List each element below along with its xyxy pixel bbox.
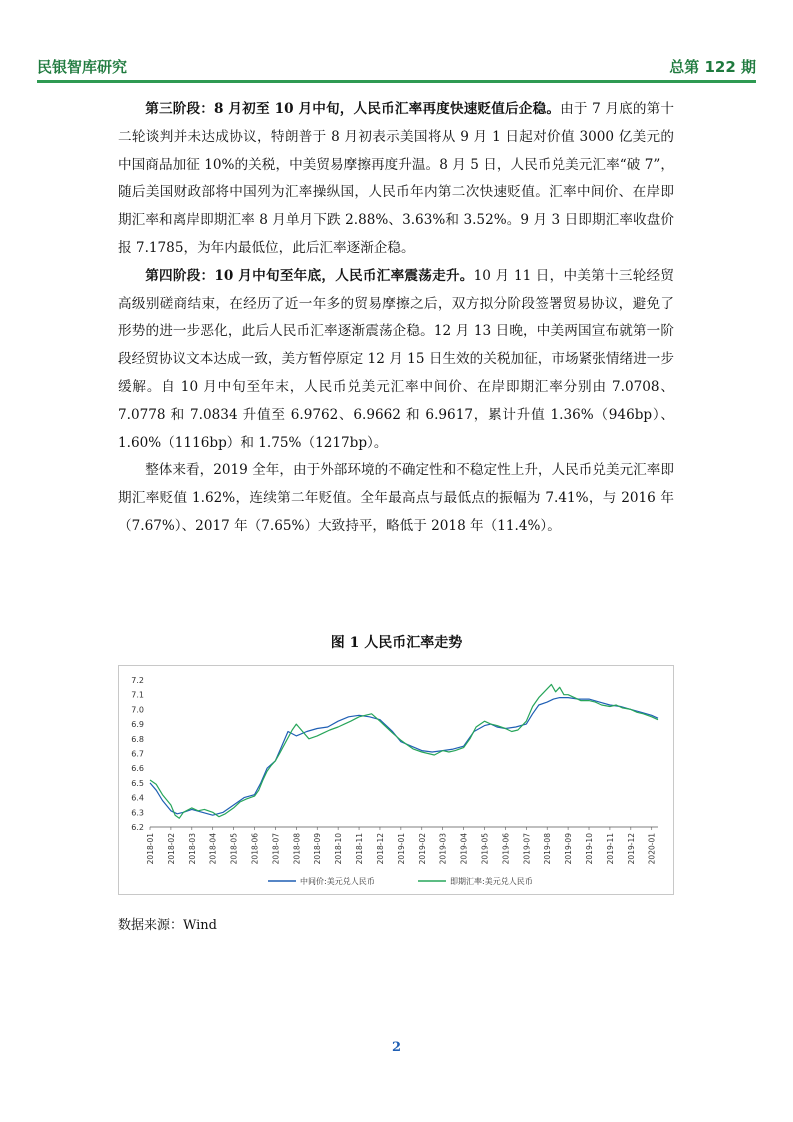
y-tick-label: 6.8 xyxy=(131,734,144,744)
x-tick-label: 2019-11 xyxy=(605,833,615,865)
y-tick-label: 6.6 xyxy=(131,764,144,774)
series-line-midrate xyxy=(150,698,658,816)
x-tick-label: 2018-10 xyxy=(334,833,344,865)
chart-canvas xyxy=(118,665,674,895)
x-tick-label: 2018-09 xyxy=(313,833,323,865)
y-tick-label: 6.5 xyxy=(131,778,144,788)
x-tick-label: 2018-04 xyxy=(208,833,218,865)
x-tick-label: 2019-02 xyxy=(417,833,427,865)
y-tick-label: 6.7 xyxy=(131,749,144,759)
y-tick-label: 6.4 xyxy=(131,793,144,803)
x-tick-label: 2018-08 xyxy=(292,833,302,865)
x-tick-label: 2019-06 xyxy=(501,833,511,865)
x-tick-label: 2018-06 xyxy=(250,833,260,865)
page-number: 2 xyxy=(391,1040,402,1055)
y-tick-label: 7.0 xyxy=(131,705,144,715)
paragraph-summary xyxy=(118,457,674,540)
x-tick-label: 2018-02 xyxy=(166,833,176,865)
x-tick-label: 2019-04 xyxy=(459,833,469,865)
paragraph-heading: 第四阶段：10 月中旬至年底，人民币汇率震荡走升。 xyxy=(145,267,474,284)
data-source: 数据来源：Wind xyxy=(118,918,217,933)
paragraph-text: 整体来看，2019 全年，由于外部环境的不确定性和不稳定性上升，人民币兑美元汇率即期汇率贬值 1.62%，连续第二年贬值。全年最高点与最低点的振幅为 7.41%，与 2016 年（7.67%）、2017 年（7.65%）大致持平，略低于 2018 年（11.4%）。 xyxy=(118,462,674,534)
y-tick-label: 6.3 xyxy=(131,808,144,818)
x-tick-label: 2018-07 xyxy=(271,833,281,865)
x-tick-label: 2019-12 xyxy=(626,833,636,865)
paragraph-stage-four xyxy=(118,263,674,458)
x-tick-label: 2019-03 xyxy=(438,833,448,865)
paragraph-text: 10 月 11 日，中美第十三轮经贸高级别磋商结束，在经历了近一年多的贸易摩擦之后，双方拟分阶段签署贸易协议，避免了形势的进一步恶化，此后人民币汇率逐渐震荡企稳。12 月 13 日晚，中美两国宣布就第一阶段经贸协议文本达成一致，美方暂停原定 12 月 15 日生效的关税加征，市场紧张情绪进一步缓解。自 10 月中旬至年末，人民币兑美元汇率中间价、在岸即期汇率分别由 7.0708、7.0778 和 7.0834 升值至 6.9762、6.9662 和 6.9617，累计升值 1.36%（946bp）、1.60%（1116bp）和 1.75%（1217bp）。 xyxy=(118,267,674,451)
issue-number: 总第 122 期 xyxy=(669,58,756,76)
x-tick-label: 2019-08 xyxy=(543,833,553,865)
paragraph-heading: 第三阶段：8 月初至 10 月中旬，人民币汇率再度快速贬值后企稳。 xyxy=(145,101,561,117)
paragraph-text: 由于 7 月底的第十二轮谈判并未达成协议，特朗普于 8 月初表示美国将从 9 月 1 日起对价值 3000 亿美元的中国商品加征 10%的关税，中美贸易摩擦再度升温。8 月 5 日，人民币兑美元汇率“破 7”，随后美国财政部将中国列为汇率操纵国，人民币年内第二次快速贬值。汇率中间价、在岸即期汇率和离岸即期汇率 8 月单月下跌 2.88%、3.63%和 3.52%。9 月 3 日即期汇率收盘价报 7.1785，为年内最低位，此后汇率逐渐企稳。 xyxy=(118,101,674,256)
exchange-rate-chart xyxy=(118,665,674,895)
x-tick-label: 2019-07 xyxy=(522,833,532,865)
article-body xyxy=(118,96,674,541)
x-tick-label: 2019-05 xyxy=(480,833,490,865)
header-divider xyxy=(37,80,756,83)
x-tick-label: 2018-12 xyxy=(375,833,385,865)
x-tick-label: 2018-11 xyxy=(355,833,365,865)
header-title: 民银智库研究 xyxy=(37,58,128,76)
legend-label-midrate: 中间价:美元兑人民币 xyxy=(300,877,375,886)
x-tick-label: 2018-05 xyxy=(229,833,239,865)
y-tick-label: 6.2 xyxy=(131,823,144,832)
x-tick-label: 2019-10 xyxy=(585,833,595,865)
y-tick-label: 7.2 xyxy=(131,676,144,685)
x-tick-label: 2018-03 xyxy=(187,833,197,865)
figure-title: 图 1 人民币汇率走势 xyxy=(330,635,463,651)
y-tick-label: 7.1 xyxy=(131,690,144,700)
y-tick-label: 6.9 xyxy=(131,720,144,730)
x-tick-label: 2020-01 xyxy=(647,833,657,865)
x-tick-label: 2019-09 xyxy=(564,833,574,865)
paragraph-stage-three xyxy=(118,96,674,263)
series-line-spot xyxy=(150,684,658,818)
x-tick-label: 2019-01 xyxy=(396,833,406,865)
legend-label-spot: 即期汇率:美元兑人民币 xyxy=(450,877,533,886)
x-tick-label: 2018-01 xyxy=(146,833,155,865)
